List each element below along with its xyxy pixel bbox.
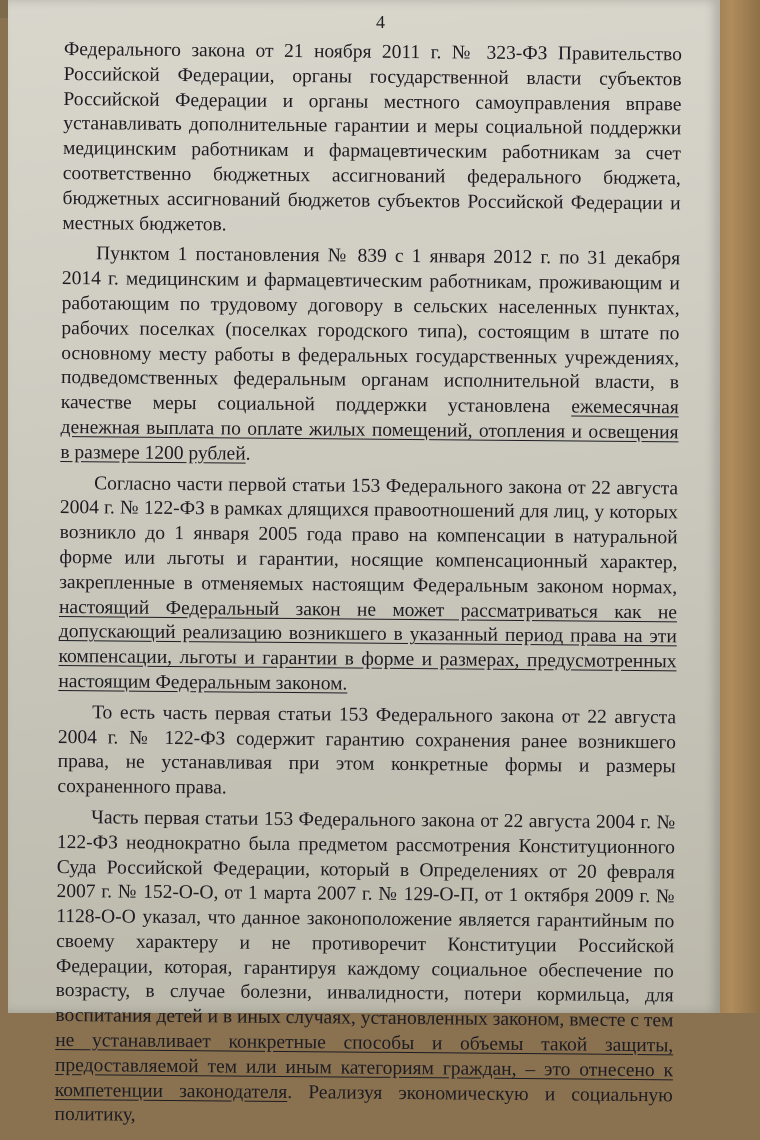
text-run: То есть часть первая статьи 153 Федерального закона от 22 августа 2004 г. № 122-ФЗ содержит гарантию сохранения ранее возникшего права, не устанавливая при этом конкретные формы и размеры сохраненного права. <box>57 701 677 799</box>
text-run: Пунктом 1 постановления № 839 с 1 января 2012 г. по 31 декабря 2014 г. медицинским и фармацевтическим работникам, проживающим и работающим по трудовому договору в сельских населенных пунктах, рабочих поселках (поселках городского типа), состоящим в штате по основному месту работы в федеральных государственных учреждениях, подведомственных федеральным органам исполнительной власти, в качестве меры социальной поддержки установлена <box>60 243 681 418</box>
paragraph <box>58 472 678 701</box>
text-run: Федерального закона от 21 ноября 2011 г. № 323-ФЗ Правительство Российской Федерации, органы государственной власти субъектов Российской Федерации и органы местного самоуправления вправе устанавливать дополнительные гарантии и меры социальной поддержки медицинским работникам и фармацевтическим работникам за счет соответственно бюджетных ассигнований федерального бюджета, бюджетных ассигнований бюджетов субъектов Российской Федерации и местных бюджетов. <box>62 38 682 236</box>
page-number: 4 <box>376 12 385 32</box>
paragraph <box>60 242 680 471</box>
underlined-text: ежемесячная денежная выплата по оплате жилых помещений, отопления и освещения в размере 1200 рублей <box>60 396 679 465</box>
paragraph <box>54 806 675 1134</box>
text-run: Согласно части первой статьи 153 Федерального закона от 22 августа 2004 г. № 122-ФЗ в рамках длящихся правоотношений для лиц, у которых возникло до 1 января 2005 года право на компенсации в натуральной форме или льготы и гарантии, носящие компенсационный характер, закрепленные в отменяемых настоящим Федеральным законом нормах, <box>59 472 679 599</box>
paragraph <box>62 38 682 242</box>
document-body <box>54 38 682 1140</box>
text-run: . <box>245 443 251 465</box>
text-run: . Реализуя экономическую и социальную политику, <box>54 1081 673 1127</box>
paragraph <box>57 701 676 806</box>
text-run: Часть первая статьи 153 Федерального закона от 22 августа 2004 г. № 122-ФЗ неоднократно была предметом рассмотрения Конституционного Суда Российской Федерации, который в Определениях от 20 февраля 2007 г. № 152-О-О, от 1 марта 2007 г. № 129-О-П, от 1 октября 2009 г. № 1128-О-О указал, что данное законоположение является гарантийным по своему характеру и не противоречит Конституции Российской Федерации, которая, гарантируя каждому социальное обеспечение по возрасту, в случае болезни, инвалидности, потери кормильца, для воспитания детей и в иных случаях, установленных законом, вместе с тем <box>55 807 676 1032</box>
underlined-text: настоящий Федеральный закон не может рассматриваться как не допускающий реализацию возникшего в указанный период права на эти компенсации, льготы и гарантии в форме и размерах, предусмотренных настоящим Федеральным законом. <box>58 596 678 695</box>
document-page <box>8 0 720 1127</box>
underlined-text: не устанавливает конкретные способы и объемы такой защиты, предоставляемой тем или иным категориям граждан, – это отнесено к компетенции законодателя <box>54 1030 674 1103</box>
